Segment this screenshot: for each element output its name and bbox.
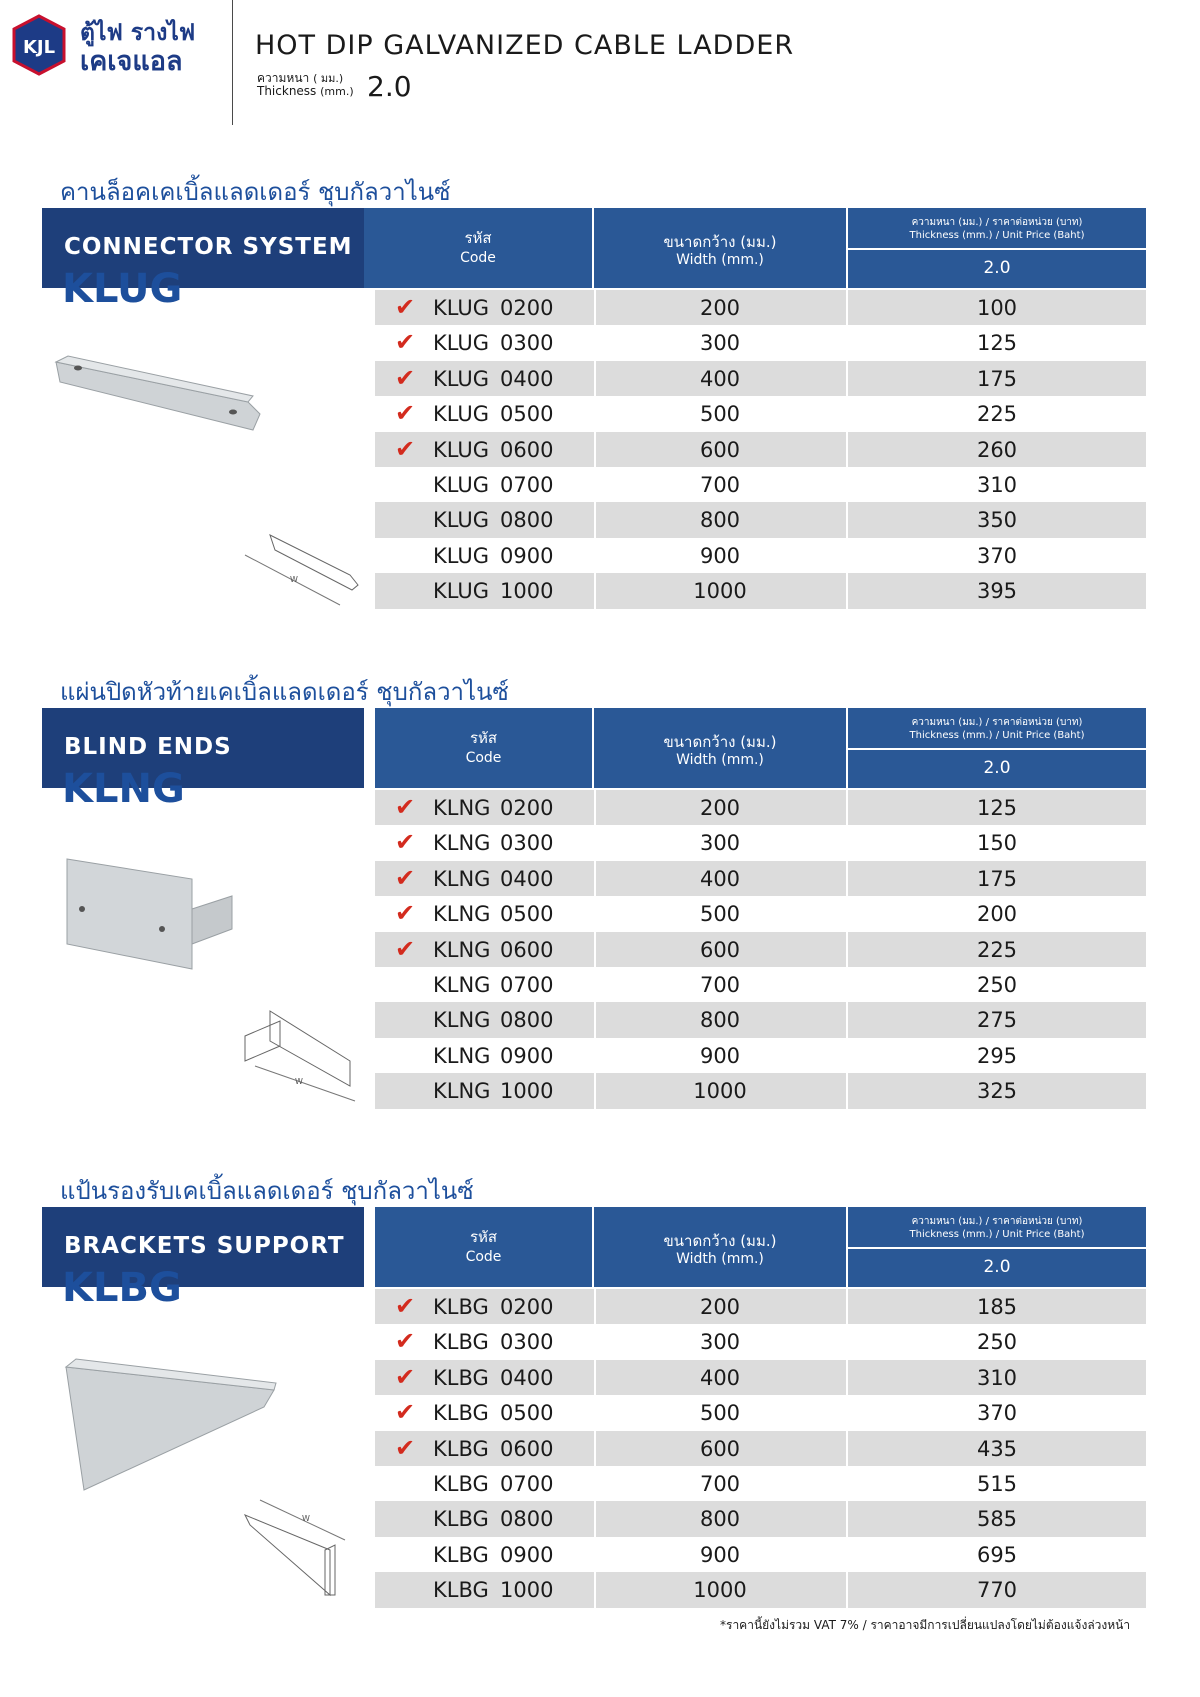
klng-w-label: W <box>295 1077 303 1086</box>
price-header <box>848 708 1146 788</box>
code-prefix: KLBG <box>433 1401 489 1426</box>
product-code-klbg: KLBG <box>62 1265 182 1311</box>
price-header-en: Thickness (mm.) / Unit Price (Baht) <box>909 730 1085 741</box>
check-icon: ✔ <box>395 793 416 821</box>
width-value: 700 <box>699 472 741 497</box>
width-value: 1000 <box>693 579 747 604</box>
width-value: 900 <box>699 1043 741 1068</box>
width-header <box>594 708 846 788</box>
code-prefix: KLUG <box>433 508 490 533</box>
price-value: 250 <box>976 972 1018 997</box>
code-header <box>364 208 592 288</box>
code-header-th: รหัส <box>469 1228 498 1246</box>
width-value: 300 <box>699 1330 741 1355</box>
code-prefix: KLBG <box>433 1436 489 1461</box>
thickness-en-unit: (mm.) <box>320 85 354 98</box>
code-number: 0900 <box>500 1542 554 1567</box>
price-table-klug <box>375 290 1146 609</box>
thickness-th-unit: ( มม.) <box>313 72 344 85</box>
price-header-thickness: 2.0 <box>983 758 1011 778</box>
width-value: 500 <box>699 1401 741 1426</box>
check-icon: ✔ <box>395 828 416 857</box>
code-number: 0300 <box>500 331 554 356</box>
width-value: 1000 <box>693 1079 747 1104</box>
klbg-dimension-drawing <box>240 1495 365 1600</box>
price-value: 395 <box>976 579 1018 604</box>
check-icon: ✔ <box>395 1362 416 1391</box>
code-header-en: Code <box>465 750 502 766</box>
table-row <box>375 932 1146 967</box>
check-icon: ✔ <box>395 434 416 463</box>
width-value: 800 <box>699 508 741 533</box>
check-icon: ✔ <box>395 1398 416 1427</box>
price-header-separator <box>848 1247 1146 1249</box>
table-row <box>375 790 1146 825</box>
price-value: 175 <box>976 866 1018 891</box>
price-header-th: ความหนา (มม.) / ราคาต่อหน่วย (บาท) <box>911 217 1083 228</box>
table-row <box>375 361 1146 396</box>
table-row <box>375 325 1146 360</box>
width-header <box>594 208 846 288</box>
code-header-th: รหัส <box>464 229 492 247</box>
price-table-klbg <box>375 1289 1146 1608</box>
code-number: 0500 <box>500 402 554 427</box>
price-value: 260 <box>976 437 1018 462</box>
code-number: 0300 <box>500 831 554 856</box>
price-header-th: ความหนา (มม.) / ราคาต่อหน่วย (บาท) <box>911 1216 1083 1227</box>
table-row <box>375 1038 1146 1073</box>
table-row <box>375 1431 1146 1466</box>
code-prefix: KLNG <box>433 972 491 997</box>
thickness-en: Thickness <box>257 84 317 98</box>
table-row <box>375 573 1146 608</box>
code-number: 0400 <box>500 1365 554 1390</box>
code-prefix: KLBG <box>433 1578 489 1603</box>
price-value: 370 <box>976 543 1018 568</box>
table-row <box>375 502 1146 537</box>
code-number: 0400 <box>500 866 554 891</box>
price-header-en: Thickness (mm.) / Unit Price (Baht) <box>909 1229 1085 1240</box>
code-number: 0600 <box>500 937 554 962</box>
code-number: 0800 <box>500 508 554 533</box>
width-value: 600 <box>699 437 741 462</box>
price-table-klng <box>375 790 1146 1109</box>
price-value: 295 <box>976 1043 1018 1068</box>
code-number: 0200 <box>500 1295 554 1319</box>
width-header-en: Width (mm.) <box>676 1251 764 1267</box>
width-value: 200 <box>699 1295 741 1319</box>
price-header-thickness: 2.0 <box>983 258 1011 278</box>
price-value: 275 <box>976 1008 1018 1033</box>
logo-text: KJL <box>22 37 56 58</box>
check-icon: ✔ <box>395 1327 416 1356</box>
price-value: 200 <box>976 902 1018 927</box>
header-divider <box>232 0 233 125</box>
price-value: 185 <box>976 1295 1018 1319</box>
klng-product-image <box>62 854 242 974</box>
price-value: 150 <box>976 831 1018 856</box>
width-value: 500 <box>699 402 741 427</box>
code-prefix: KLNG <box>433 1043 491 1068</box>
system-name: CONNECTOR SYSTEM <box>64 234 353 260</box>
footnote: *ราคานี้ยังไม่รวม VAT 7% / ราคาอาจมีการเปลี่ยนแปลงโดยไม่ต้องแจ้งล่วงหน้า <box>720 1618 1131 1632</box>
page-title: HOT DIP GALVANIZED CABLE LADDER <box>255 30 795 61</box>
code-prefix: KLUG <box>433 472 490 497</box>
check-icon: ✔ <box>395 328 416 357</box>
price-value: 225 <box>976 937 1018 962</box>
code-header <box>375 708 592 788</box>
width-value: 700 <box>699 1471 741 1496</box>
price-value: 695 <box>976 1542 1018 1567</box>
code-prefix: KLNG <box>433 902 491 927</box>
code-prefix: KLNG <box>433 1079 491 1104</box>
width-value: 800 <box>699 1008 741 1033</box>
width-value: 300 <box>699 331 741 356</box>
width-header-en: Width (mm.) <box>676 252 764 268</box>
price-value: 125 <box>976 331 1018 356</box>
klbg-product-image <box>64 1355 279 1495</box>
check-icon: ✔ <box>395 399 416 428</box>
table-row <box>375 1289 1146 1324</box>
code-number: 0200 <box>500 296 554 320</box>
price-value: 100 <box>976 296 1018 320</box>
code-prefix: KLNG <box>433 1008 491 1033</box>
table-row <box>375 1537 1146 1572</box>
code-prefix: KLUG <box>433 296 490 320</box>
section-title: คานล็อคเคเบิ้ลแลดเดอร์ ชุบกัลวาไนซ์ <box>60 178 451 206</box>
price-header-separator <box>848 748 1146 750</box>
code-number: 0500 <box>500 902 554 927</box>
width-value: 600 <box>699 937 741 962</box>
brand-line1: ตู้ไฟ รางไฟ <box>80 20 196 46</box>
price-value: 310 <box>976 472 1018 497</box>
width-header-th: ขนาดกว้าง (มม.) <box>663 733 777 751</box>
price-header-th: ความหนา (มม.) / ราคาต่อหน่วย (บาท) <box>911 717 1083 728</box>
table-row <box>375 825 1146 860</box>
thickness-th: ความหนา <box>257 71 310 85</box>
code-number: 0800 <box>500 1008 554 1033</box>
width-value: 400 <box>699 866 741 891</box>
price-value: 770 <box>976 1578 1018 1603</box>
code-prefix: KLUG <box>433 543 490 568</box>
check-icon: ✔ <box>395 863 416 892</box>
width-value: 200 <box>699 796 741 820</box>
table-row <box>375 432 1146 467</box>
table-row <box>375 396 1146 431</box>
code-prefix: KLNG <box>433 796 491 820</box>
code-header <box>375 1207 592 1287</box>
width-value: 800 <box>699 1507 741 1532</box>
table-row <box>375 967 1146 1002</box>
system-name: BLIND ENDS <box>64 734 232 760</box>
width-value: 300 <box>699 831 741 856</box>
price-value: 125 <box>976 796 1018 820</box>
code-prefix: KLBG <box>433 1542 489 1567</box>
width-value: 1000 <box>693 1578 747 1603</box>
check-icon: ✔ <box>395 1433 416 1462</box>
table-row <box>375 1073 1146 1108</box>
klug-w-label: W <box>290 575 298 584</box>
code-number: 0600 <box>500 437 554 462</box>
check-icon: ✔ <box>395 934 416 963</box>
product-code-klug: KLUG <box>62 266 183 312</box>
price-header-separator <box>848 248 1146 250</box>
klbg-w-label: W <box>302 1514 310 1523</box>
width-header-th: ขนาดกว้าง (มม.) <box>663 233 777 251</box>
price-value: 175 <box>976 366 1018 391</box>
code-number: 0500 <box>500 1401 554 1426</box>
code-prefix: KLUG <box>433 437 490 462</box>
width-value: 200 <box>699 296 741 320</box>
code-number: 0700 <box>500 972 554 997</box>
section-title: แผ่นปิดหัวท้ายเคเบิ้ลแลดเดอร์ ชุบกัลวาไนซ์ <box>60 678 509 706</box>
code-number: 0800 <box>500 1507 554 1532</box>
table-row <box>375 1501 1146 1536</box>
table-row <box>375 1572 1146 1607</box>
section-title: แป้นรองรับเคเบิ้ลแลดเดอร์ ชุบกัลวาไนซ์ <box>60 1177 474 1205</box>
brand-line2: เคเจแอล <box>80 46 183 77</box>
code-number: 0300 <box>500 1330 554 1355</box>
width-value: 400 <box>699 366 741 391</box>
code-number: 0700 <box>500 1471 554 1496</box>
width-header-th: ขนาดกว้าง (มม.) <box>663 1232 777 1250</box>
code-number: 0600 <box>500 1436 554 1461</box>
code-number: 0900 <box>500 543 554 568</box>
width-value: 700 <box>699 972 741 997</box>
code-prefix: KLBG <box>433 1507 489 1532</box>
code-prefix: KLBG <box>433 1365 489 1390</box>
code-number: 1000 <box>500 579 554 604</box>
width-value: 900 <box>699 1542 741 1567</box>
code-prefix: KLUG <box>433 366 490 391</box>
price-value: 515 <box>976 1471 1018 1496</box>
width-value: 400 <box>699 1365 741 1390</box>
code-header-th: รหัส <box>469 729 498 747</box>
table-row <box>375 1002 1146 1037</box>
code-prefix: KLNG <box>433 937 491 962</box>
code-number: 1000 <box>500 1578 554 1603</box>
brand-name <box>80 20 195 78</box>
price-header <box>848 1207 1146 1287</box>
check-icon: ✔ <box>395 899 416 928</box>
code-prefix: KLNG <box>433 866 491 891</box>
code-number: 0200 <box>500 796 554 820</box>
code-prefix: KLNG <box>433 831 491 856</box>
table-row <box>375 538 1146 573</box>
price-value: 310 <box>976 1365 1018 1390</box>
price-value: 225 <box>976 402 1018 427</box>
code-prefix: KLUG <box>433 579 490 604</box>
price-value: 350 <box>976 508 1018 533</box>
code-prefix: KLUG <box>433 331 490 356</box>
width-header <box>594 1207 846 1287</box>
price-header-en: Thickness (mm.) / Unit Price (Baht) <box>909 230 1085 241</box>
code-prefix: KLBG <box>433 1295 489 1319</box>
code-prefix: KLBG <box>433 1471 489 1496</box>
table-row <box>375 467 1146 502</box>
thickness-label <box>257 72 354 98</box>
code-prefix: KLBG <box>433 1330 489 1355</box>
price-header <box>848 208 1146 288</box>
table-row <box>375 1395 1146 1430</box>
klug-product-image <box>48 352 268 447</box>
kjl-logo-icon <box>8 14 70 76</box>
code-number: 0400 <box>500 366 554 391</box>
table-row <box>375 896 1146 931</box>
price-value: 370 <box>976 1401 1018 1426</box>
table-row <box>375 290 1146 325</box>
price-header-thickness: 2.0 <box>983 1257 1011 1277</box>
width-value: 900 <box>699 543 741 568</box>
width-value: 600 <box>699 1436 741 1461</box>
check-icon: ✔ <box>395 363 416 392</box>
code-number: 0700 <box>500 472 554 497</box>
thickness-value: 2.0 <box>367 70 412 103</box>
width-value: 500 <box>699 902 741 927</box>
price-value: 250 <box>976 1330 1018 1355</box>
price-value: 585 <box>976 1507 1018 1532</box>
product-code-klng: KLNG <box>62 766 185 812</box>
code-header-en: Code <box>460 250 496 266</box>
table-row <box>375 1324 1146 1359</box>
code-number: 0900 <box>500 1043 554 1068</box>
code-number: 1000 <box>500 1079 554 1104</box>
width-header-en: Width (mm.) <box>676 752 764 768</box>
klug-dimension-drawing <box>240 530 365 612</box>
table-row <box>375 1360 1146 1395</box>
check-icon: ✔ <box>395 1292 416 1320</box>
klng-dimension-drawing <box>240 1006 365 1106</box>
code-prefix: KLUG <box>433 402 490 427</box>
code-header-en: Code <box>465 1249 502 1265</box>
price-value: 435 <box>976 1436 1018 1461</box>
table-row <box>375 861 1146 896</box>
system-name: BRACKETS SUPPORT <box>64 1233 345 1259</box>
table-row <box>375 1466 1146 1501</box>
check-icon: ✔ <box>395 293 416 321</box>
price-value: 325 <box>976 1079 1018 1104</box>
